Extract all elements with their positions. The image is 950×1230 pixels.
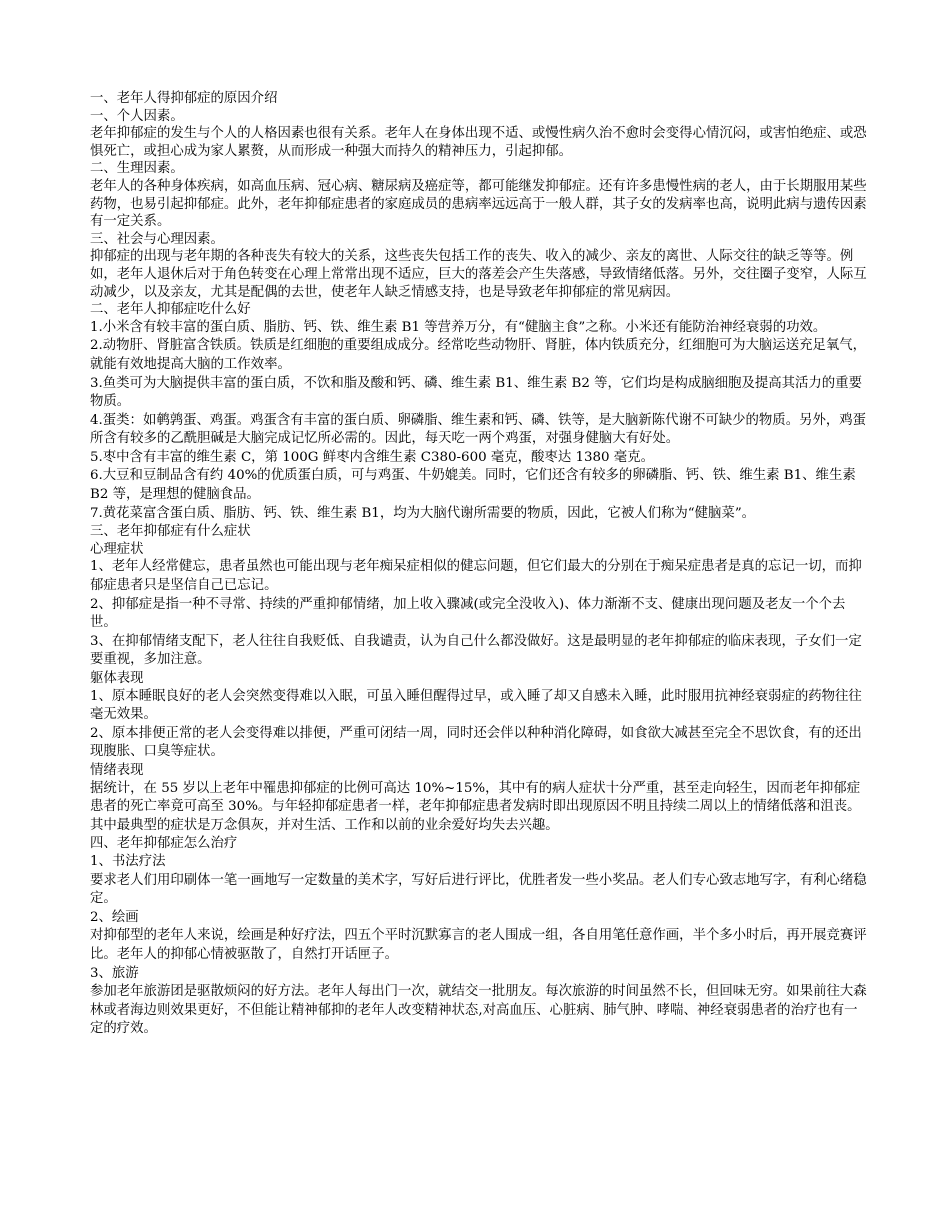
list-item-text: 要求老人们用印刷体一笔一画地写一定数量的美术字，写好后进行评比，优胜者发一些小奖品。老人们专心致志地写字，有利心绪稳定。 [90,872,867,907]
list-item-text: 2、原本排便正常的老人会变得难以排便，严重可闭结一周，同时还会伴以种种消化障碍，如食欲大减甚至完全不思饮食，有的还出现腹胀、口臭等症状。 [90,725,862,760]
section-heading: 四、老年抑郁症怎么治疗 [90,836,238,852]
section-heading: 心理症状 [90,541,144,557]
section-heading: 二、老年人抑郁症吃什么好 [90,302,251,318]
list-item-text: 3.鱼类可为大脑提供丰富的蛋白质，不饮和脂及酸和钙、磷、维生素 B1、维生素 B2 等，它们均是构成脑细胞及提高其活力的重要物质。 [90,375,862,410]
section-heading: 情绪表现 [90,762,144,778]
list-item-text: 对抑郁型的老年人来说，绘画是种好疗法，四五个平时沉默寡言的老人围成一组，各自用笔任意作画，半个多小时后，再开展竞赛评比。老年人的抑郁心情被驱散了，自然打开话匣子。 [90,928,867,962]
section-heading: 一、老年人得抑郁症的原因介绍 [90,91,278,106]
section-heading: 三、社会与心理因素。 [90,231,224,247]
list-item-text: 5.枣中含有丰富的维生素 C，第 100G 鲜枣内含维生素 C380-600 毫克，酸枣达 1380 毫克。 [90,449,654,465]
list-item-text: 1、原本睡眠良好的老人会突然变得难以入眠，可虽入睡但醒得过早，或入睡了却又自感未入睡，此时服用抗神经衰弱症的药物往往毫无效果。 [90,688,862,723]
section-heading: 三、老年抑郁症有什么症状 [90,524,251,540]
list-item-text: 7.黄花菜富含蛋白质、脂肪、钙、铁、维生素 B1，均为大脑代谢所需要的物质，因此，它被人们称为“健脑菜”。 [90,505,756,521]
paragraph: 抑郁症的出现与老年期的各种丧失有较大的关系，这些丧失包括工作的丧失、收入的减少、亲友的离世、人际交往的缺乏等等。例如，老年人退休后对于角色转变在心理上常常出现不适应，巨大的落差会产生失落感，导致情绪低落。另外，交往圈子变窄，人际互动减少，以及亲友，尤其是配偶的去世，使老年人缺乏情感支持，也是导致老年抑郁症的常见病因。 [90,249,867,300]
list-item-text: 3、在抑郁情绪支配下，老人往往自我贬低、自我谴责，认为自己什么都没做好。这是最明显的老年抑郁症的临床表现，子女们一定要重视，多加注意。 [90,633,862,668]
section-heading: 二、生理因素。 [90,161,184,177]
list-item-text: 3、旅游 [90,965,139,981]
list-item-text: 2.动物肝、肾脏富含铁质。铁质是红细胞的重要组成成分。经常吃些动物肝、肾脏，体内铁质充分，红细胞可为大脑运送充足氧气，就能有效地提高大脑的工作效率。 [90,338,867,372]
list-item-text: 6.大豆和豆制品含有约 40%的优质蛋白质，可与鸡蛋、牛奶媲美。同时，它们还含有较多的卵磷脂、钙、铁、维生素 B1、维生素 B2 等，是理想的健脑食品。 [90,468,860,503]
section-heading: 一、个人因素。 [90,108,184,124]
list-item-text: 1.小米含有较丰富的蛋白质、脂肪、钙、铁、维生素 B1 等营养万分，有“健脑主食”之称。小米还有能防治神经衰弱的功效。 [90,319,827,335]
document-body [90,90,870,1039]
paragraph: 老年人的各种身体疾病，如高血压病、冠心病、糖尿病及癌症等，都可能继发抑郁症。还有许多患慢性病的老人，由于长期服用某些药物，也易引起抑郁症。此外，老年抑郁症患者的家庭成员的患病率远远高于一般人群，其子女的发病率也高，说明此病与遗传因素有一定关系。 [90,178,867,230]
list-item-text: 4.蛋类：如鹌鹑蛋、鸡蛋。鸡蛋含有丰富的蛋白质、卵磷脂、维生素和钙、磷、铁等，是大脑新陈代谢不可缺少的物质。另外，鸡蛋所含有较多的乙酰胆碱是大脑完成记忆所必需的。因此，每天吃一两个鸡蛋，对强身健脑大有好处。 [90,412,867,447]
list-item-text: 2、绘画 [90,909,139,925]
list-item-text: 参加老年旅游团是驱散烦闷的好方法。老年人每出门一次，就结交一批朋友。每次旅游的时间虽然不长，但回味无穷。如果前往大森林或者海边则效果更好，不但能让精神郁抑的老年人改变精神状态,对高血压、心脏病、肺气肿、哮喘、神经衰弱患者的治疗也有一定的疗效。 [90,984,867,1037]
list-item-text: 据统计，在 55 岁以上老年中罹患抑郁症的比例可高达 10%~15%，其中有的病人症状十分严重，甚至走向轻生，因而老年抑郁症患者的死亡率竟可高至 30%。与年轻抑郁症患者一样，老年抑郁症患者发病时即出现原因不明且持续二周以上的情绪低落和沮丧。其中最典型的症状是万念俱灰，并对生活、工作和以前的业余爱好均失去兴趣。 [90,780,861,833]
section-heading: 躯体表现 [90,671,144,686]
list-item-text: 1、书法疗法 [90,853,166,869]
paragraph: 老年抑郁症的发生与个人的人格因素也很有关系。老年人在身体出现不适、或慢性病久治不愈时会变得心情沉闷，或害怕绝症、或恐惧死亡，或担心成为家人累赘，从而形成一种强大而持久的精神压力，引起抑郁。 [90,126,867,159]
list-item-text: 2、抑郁症是指一种不寻常、持续的严重抑郁情绪，加上收入骤减(或完全没收入)、体力渐渐不支、健康出现问题及老友一个个去世。 [90,596,846,631]
list-item-text: 1、老年人经常健忘，患者虽然也可能出现与老年痴呆症相似的健忘问题，但它们最大的分别在于痴呆症患者是真的忘记一切，而抑郁症患者只是坚信自己已忘记。 [90,559,862,594]
